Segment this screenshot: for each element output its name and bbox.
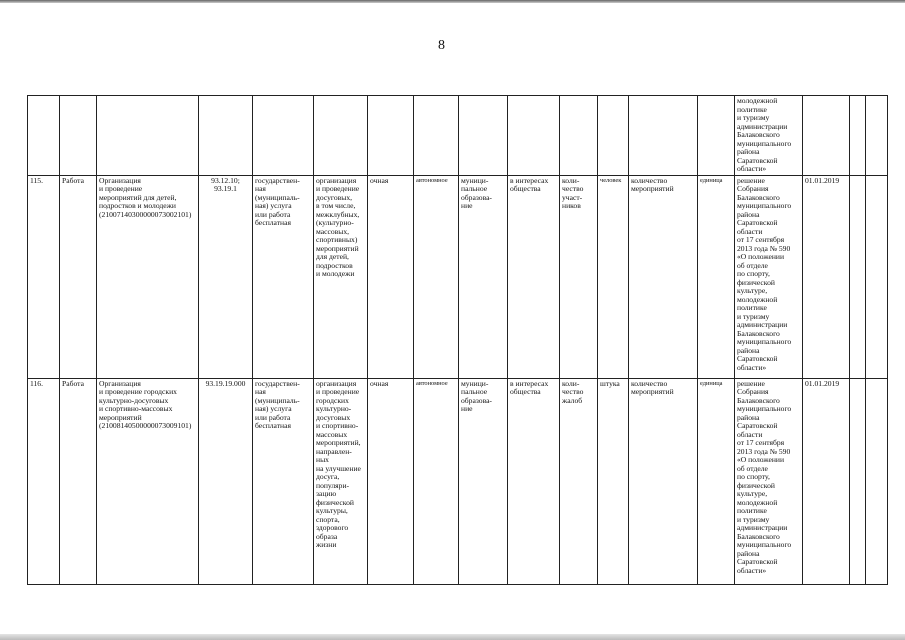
cell-name: Организация и проведение городских культурно-досуговых и спортивно-массовых мероприятий (21008140500000073009101) <box>97 378 199 584</box>
cell-form <box>368 96 414 176</box>
cell-date: 01.01.2019 <box>803 175 850 378</box>
cell-name <box>97 96 199 176</box>
scan-edge-top <box>0 0 905 3</box>
cell-content: организация и проведение городских культурно- досуговых и спортивно- массовых мероприятий, направлен- ных на улучшение досуга, популяри- зацию физической культуры, спорта, здорового образа жизни <box>314 378 368 584</box>
cell-num: 116. <box>28 378 60 584</box>
cell-indicator2: количество мероприятий <box>629 175 698 378</box>
cell-unit <box>598 96 629 176</box>
cell-kind: Работа <box>60 175 97 378</box>
cell-indicator2 <box>629 96 698 176</box>
cell-consumers: в интересах общества <box>508 175 560 378</box>
table-row <box>28 175 888 378</box>
cell-service-type: государствен- ная (муниципаль- ная) услуга или работа бесплатная <box>253 175 314 378</box>
cell-indicator <box>560 96 598 176</box>
cell-legal-basis: решение Собрания Балаковского муниципального района Саратовской области от 17 сентября 2013 года № 590 «О положении об отделе по спорту, физической культуре, молодежной политике и туризму администрации Балаковского муниципального района Саратовской области» <box>735 175 803 378</box>
cell-okved <box>199 96 253 176</box>
table-row-continuation <box>28 96 888 176</box>
registry-table-wrapper <box>27 95 888 585</box>
cell-legal-basis: молодежной политике и туризму администрации Балаковского муниципального района Саратовской области» <box>735 96 803 176</box>
cell-okved: 93.19.19.000 <box>199 378 253 584</box>
cell-service-type: государствен- ная (муниципаль- ная) услуга или работа бесплатная <box>253 378 314 584</box>
cell-date <box>803 96 850 176</box>
cell-extra-1 <box>850 175 866 378</box>
cell-extra-2 <box>866 378 888 584</box>
cell-institution-type: автономное <box>414 378 459 584</box>
cell-indicator: коли- чество участ- ников <box>560 175 598 378</box>
cell-unit: человек <box>598 175 629 378</box>
cell-okved: 93.12.10; 93.19.1 <box>199 175 253 378</box>
cell-legal-basis: решение Собрания Балаковского муниципального района Саратовской области от 17 сентября 2013 года № 590 «О положении об отделе по спорту, физической культуре, молодежной политике и туризму администрации Балаковского муниципального района Саратовской области» <box>735 378 803 584</box>
cell-service-type <box>253 96 314 176</box>
cell-extra-1 <box>850 96 866 176</box>
cell-content: организация и проведение досуговых, в том числе, межклубных, (культурно- массовых, спортивных) мероприятий для детей, подростков и молодежи <box>314 175 368 378</box>
cell-institution-type: автономное <box>414 175 459 378</box>
cell-consumers <box>508 96 560 176</box>
cell-date: 01.01.2019 <box>803 378 850 584</box>
cell-form: очная <box>368 175 414 378</box>
cell-indicator2: количество мероприятий <box>629 378 698 584</box>
cell-num: 115. <box>28 175 60 378</box>
registry-table <box>27 95 888 585</box>
cell-unit2 <box>698 96 735 176</box>
cell-institution-category: муници- пальное образова- ние <box>459 378 508 584</box>
cell-consumers: в интересах общества <box>508 378 560 584</box>
page-number: 8 <box>438 38 445 53</box>
cell-institution-category <box>459 96 508 176</box>
scan-edge-bottom <box>0 634 905 640</box>
cell-kind: Работа <box>60 378 97 584</box>
table-row <box>28 378 888 584</box>
cell-unit2: единица <box>698 378 735 584</box>
cell-content <box>314 96 368 176</box>
cell-name: Организация и проведение мероприятий для детей, подростков и молодежи (21007140300000073002101) <box>97 175 199 378</box>
cell-unit: штука <box>598 378 629 584</box>
cell-unit2: единица <box>698 175 735 378</box>
cell-extra-1 <box>850 378 866 584</box>
cell-institution-category: муници- пальное образова- ние <box>459 175 508 378</box>
cell-institution-type <box>414 96 459 176</box>
cell-extra-2 <box>866 175 888 378</box>
cell-indicator: коли- чество жалоб <box>560 378 598 584</box>
cell-kind <box>60 96 97 176</box>
cell-form: очная <box>368 378 414 584</box>
cell-extra-2 <box>866 96 888 176</box>
cell-num <box>28 96 60 176</box>
